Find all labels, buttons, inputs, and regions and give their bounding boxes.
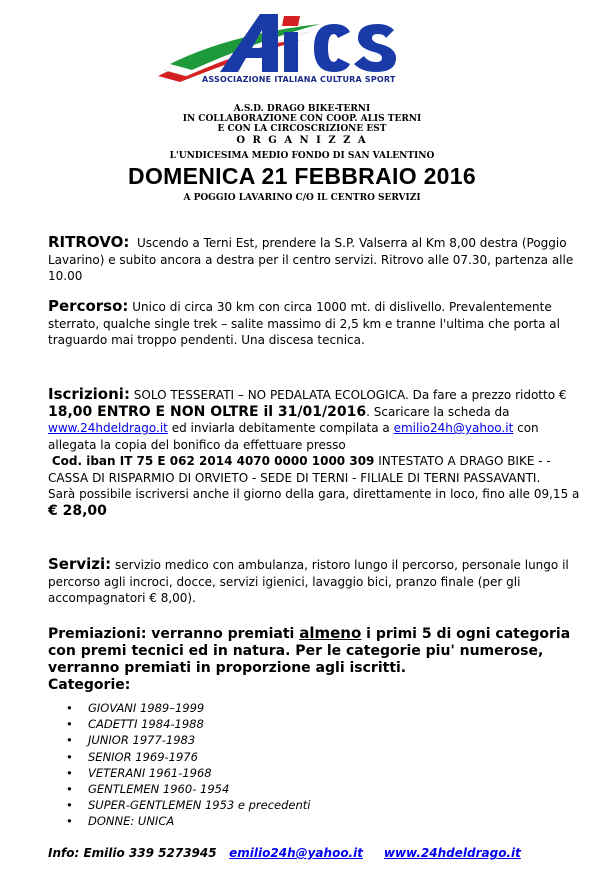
event-name: L'UNDICESIMA MEDIO FONDO DI SAN VALENTINO — [169, 151, 435, 161]
logo-letter-i — [284, 32, 298, 72]
organizza-heading: O R G A N I Z Z A — [236, 135, 368, 146]
servizi-text: servizio medico con ambulanza, ristoro lungo il percorso, personale lungo il percorso agli incroci, docce, servizi igienici, lavaggio bici, pranzo finale (per gli accompagnatori € 8,00). — [48, 558, 569, 605]
reduced-price: 18,00 ENTRO E NON OLTRE il 31/01/2016 — [48, 403, 367, 420]
iscrizioni-section: Iscrizioni: SOLO TESSERATI – NO PEDALATA ECOLOGICA. Da fare a prezzo ridotto € 18,00 ENTRO E NON OLTRE il 31/01/2016. Scaricare la scheda da www.24hdeldrago.it ed inviarla debitamente compilata a emilio24h@yahoo.it con allegata la copia del bonifico da effettuare presso Cod. iban IT 75 E 062 2014 4070 0000 1000 309 INTESTATO A DRAGO BIKE - -CASSA DI RISPARMIO DI ORVIETO - SEDE DI TERNI - FILIALE DI TERNI PASSAVANTI. Sarà possibile iscriversi anche il giorno della gara, direttamente in loco, fino alle 09,15 a € 28,00 — [48, 385, 580, 519]
logo-letter-c — [314, 24, 350, 72]
premiazioni-section — [48, 625, 588, 694]
list-item: • JUNIOR 1977-1983 — [88, 732, 311, 748]
ritrovo-heading: RITROVO: — [48, 233, 130, 251]
logo-caption: ASSOCIAZIONE ITALIANA CULTURA SPORT — [202, 75, 396, 84]
ritrovo-section — [48, 234, 588, 285]
send-text: ed inviarla debitamente compilata a — [171, 421, 390, 435]
logo-letter-i-dot — [282, 16, 300, 26]
email-link[interactable]: emilio24h@yahoo.it — [393, 421, 514, 435]
bank-details: INTESTATO A DRAGO BIKE - -CASSA DI RISPARMIO DI ORVIETO - SEDE DI TERNI - FILIALE DI TERNI PASSAVANTI. — [48, 454, 551, 485]
list-item: • CADETTI 1984-1988 — [88, 716, 311, 732]
list-item: • VETERANI 1961-1968 — [88, 765, 311, 781]
list-item: • GIOVANI 1989–1999 — [88, 700, 311, 716]
iban-code: Cod. iban IT 75 E 062 2014 4070 0000 1000 309 — [51, 454, 375, 468]
servizi-heading: Servizi: — [48, 555, 112, 573]
percorso-heading: Percorso: — [48, 297, 129, 315]
premiazioni-text: i primi 5 di ogni categoria con premi tecnici ed in natura. Per le categorie piu' numerose, verranno premiati in proporzione agli iscritti. — [48, 626, 571, 676]
iscrizioni-lead: SOLO TESSERATI – NO PEDALATA ECOLOGICA. — [133, 388, 409, 402]
categories-list — [48, 700, 311, 830]
ritrovo-text: Uscendo a Terni Est, prendere la S.P. Valserra al Km 8,00 destra (Poggio Lavarino) e subito ancora a destra per il centro servizi. Ritrovo alle 07.30, partenza alle 10.00 — [48, 236, 574, 283]
iscrizioni-price-intro: Da fare a prezzo ridotto € — [412, 388, 567, 402]
same-day-text: Sarà possibile iscriversi anche il giorno della gara, direttamente in loco, fino alle 09,15 a — [48, 487, 580, 501]
collaboration-line: IN COLLABORAZIONE CON COOP. ALIS TERNI — [182, 114, 422, 124]
almeno-emphasis: almeno — [299, 624, 362, 642]
download-text: Scaricare la scheda da — [373, 404, 510, 419]
list-item: • SENIOR 1969-1976 — [88, 749, 311, 765]
percorso-section — [48, 298, 588, 349]
same-day-price: € 28,00 — [48, 502, 107, 519]
iscrizioni-heading: Iscrizioni: — [48, 385, 130, 403]
list-item: • DONNE: UNICA — [88, 813, 311, 829]
event-date-title: DOMENICA 21 FEBBRAIO 2016 — [128, 163, 476, 189]
list-item: • GENTLEMEN 1960- 1954 — [88, 781, 311, 797]
event-location: A POGGIO LAVARINO C/O IL CENTRO SERVIZI — [183, 193, 421, 203]
website-link[interactable]: www.24hdeldrago.it — [48, 421, 168, 435]
bonifico-text: con allegata la copia del bonifico da effettuare presso — [48, 421, 539, 452]
logo-letter-s — [354, 24, 396, 72]
footer-email-link[interactable]: emilio24h@yahoo.it — [229, 846, 363, 860]
info-contact: Info: Emilio 339 5273945 — [48, 846, 217, 860]
circoscrizione-line: E CON LA CIRCOSCRIZIONE EST — [217, 124, 387, 134]
organizer-line: A.S.D. DRAGO BIKE-TERNI — [233, 104, 371, 114]
list-item: • SUPER-GENTLEMEN 1953 e precedenti — [88, 797, 311, 813]
info-footer — [48, 846, 521, 860]
premiazioni-lead: Premiazioni: verranno premiati — [48, 626, 295, 642]
categorie-label: Categorie: — [48, 677, 131, 693]
servizi-section — [48, 556, 588, 607]
footer-website-link[interactable]: www.24hdeldrago.it — [383, 846, 521, 860]
percorso-text: Unico di circa 30 km con circa 1000 mt. di dislivello. Prevalentemente sterrato, qualche single trek – salite massimo di 2,5 km e tranne l'ultima che porta al traguardo mai troppo pendenti. Una discesa tecnica. — [48, 300, 560, 347]
